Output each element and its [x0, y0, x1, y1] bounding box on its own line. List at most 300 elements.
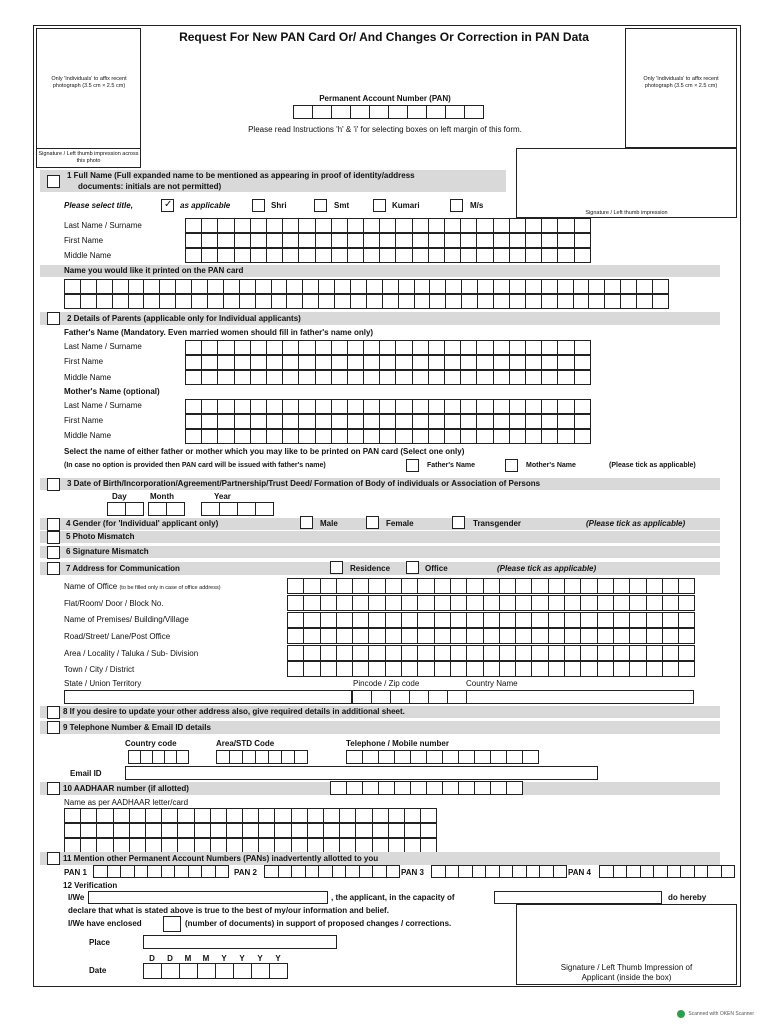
grid-cell[interactable]: [208, 279, 224, 294]
grid-cell[interactable]: [218, 218, 234, 233]
grid-cell[interactable]: [451, 645, 467, 661]
grid-cell[interactable]: [340, 808, 356, 823]
grid-cell[interactable]: [97, 279, 113, 294]
grid-cell[interactable]: [218, 248, 234, 263]
grid-cell[interactable]: [598, 595, 614, 611]
grid-cell[interactable]: [399, 294, 415, 309]
grid-cell[interactable]: [421, 823, 437, 838]
gender-female-checkbox[interactable]: [366, 516, 379, 529]
grid-cell[interactable]: [565, 595, 581, 611]
email-input[interactable]: [125, 766, 598, 780]
grid-cell[interactable]: [494, 233, 510, 248]
premises-grid[interactable]: [287, 612, 695, 628]
grid-cell[interactable]: [494, 399, 510, 414]
grid-cell[interactable]: [252, 963, 270, 979]
grid-cell[interactable]: [303, 279, 319, 294]
grid-cell[interactable]: [202, 218, 218, 233]
grid-cell[interactable]: [324, 808, 340, 823]
father-middle-grid[interactable]: [185, 370, 591, 385]
grid-cell[interactable]: [461, 248, 477, 263]
grid-cell[interactable]: [681, 865, 695, 878]
grid-cell[interactable]: [202, 865, 216, 878]
grid-cell[interactable]: [386, 595, 402, 611]
grid-cell[interactable]: [160, 294, 176, 309]
grid-cell[interactable]: [527, 865, 541, 878]
grid-cell[interactable]: [549, 645, 565, 661]
grid-cell[interactable]: [353, 612, 369, 628]
grid-cell[interactable]: [348, 218, 364, 233]
grid-cell[interactable]: [144, 279, 160, 294]
grid-cell[interactable]: [614, 595, 630, 611]
grid-cell[interactable]: [251, 414, 267, 429]
gender-male-checkbox[interactable]: [300, 516, 313, 529]
grid-cell[interactable]: [558, 294, 574, 309]
grid-cell[interactable]: [363, 781, 379, 795]
grid-cell[interactable]: [129, 279, 145, 294]
grid-cell[interactable]: [532, 661, 548, 677]
grid-cell[interactable]: [408, 105, 427, 119]
grid-cell[interactable]: [532, 578, 548, 594]
grid-cell[interactable]: [467, 612, 483, 628]
grid-cell[interactable]: [369, 612, 385, 628]
aadhaar-grid[interactable]: [330, 781, 523, 795]
grid-cell[interactable]: [494, 355, 510, 370]
grid-cell[interactable]: [288, 661, 304, 677]
grid-cell[interactable]: [581, 645, 597, 661]
grid-cell[interactable]: [429, 355, 445, 370]
grid-cell[interactable]: [526, 279, 542, 294]
grid-cell[interactable]: [324, 823, 340, 838]
office-name-grid[interactable]: [287, 578, 695, 594]
grid-cell[interactable]: [462, 294, 478, 309]
grid-cell[interactable]: [386, 578, 402, 594]
grid-cell[interactable]: [427, 781, 443, 795]
grid-cell[interactable]: [402, 645, 418, 661]
grid-cell[interactable]: [283, 399, 299, 414]
grid-cell[interactable]: [211, 838, 227, 853]
grid-cell[interactable]: [316, 370, 332, 385]
grid-cell[interactable]: [380, 399, 396, 414]
grid-cell[interactable]: [202, 355, 218, 370]
grid-cell[interactable]: [473, 865, 487, 878]
grid-cell[interactable]: [386, 628, 402, 644]
grid-cell[interactable]: [405, 823, 421, 838]
grid-cell[interactable]: [195, 823, 211, 838]
grid-cell[interactable]: [353, 628, 369, 644]
aadhaar-name-grid-3[interactable]: [64, 838, 437, 853]
grid-cell[interactable]: [235, 340, 251, 355]
grid-cell[interactable]: [413, 429, 429, 444]
grid-cell[interactable]: [465, 105, 484, 119]
grid-cell[interactable]: [411, 750, 427, 764]
grid-cell[interactable]: [413, 218, 429, 233]
grid-cell[interactable]: [202, 502, 220, 516]
grid-cell[interactable]: [598, 645, 614, 661]
grid-cell[interactable]: [216, 963, 234, 979]
grid-cell[interactable]: [81, 838, 97, 853]
grid-cell[interactable]: [243, 750, 256, 764]
grid-cell[interactable]: [410, 690, 429, 704]
grid-cell[interactable]: [395, 750, 411, 764]
grid-cell[interactable]: [230, 750, 243, 764]
grid-cell[interactable]: [373, 838, 389, 853]
grid-cell[interactable]: [647, 612, 663, 628]
grid-cell[interactable]: [421, 808, 437, 823]
country-code-grid[interactable]: [128, 750, 189, 764]
grid-cell[interactable]: [279, 865, 293, 878]
grid-cell[interactable]: [478, 294, 494, 309]
grid-cell[interactable]: [418, 628, 434, 644]
grid-cell[interactable]: [235, 399, 251, 414]
grid-cell[interactable]: [331, 781, 347, 795]
grid-cell[interactable]: [477, 340, 493, 355]
pan3-grid[interactable]: [431, 865, 567, 878]
grid-cell[interactable]: [135, 865, 149, 878]
grid-cell[interactable]: [162, 838, 178, 853]
grid-cell[interactable]: [396, 399, 412, 414]
grid-cell[interactable]: [391, 690, 410, 704]
grid-cell[interactable]: [435, 595, 451, 611]
grid-cell[interactable]: [565, 612, 581, 628]
grid-cell[interactable]: [477, 414, 493, 429]
grid-cell[interactable]: [402, 612, 418, 628]
grid-cell[interactable]: [259, 823, 275, 838]
grid-cell[interactable]: [337, 595, 353, 611]
grid-cell[interactable]: [176, 279, 192, 294]
grid-cell[interactable]: [445, 340, 461, 355]
grid-cell[interactable]: [389, 838, 405, 853]
grid-cell[interactable]: [332, 355, 348, 370]
grid-cell[interactable]: [186, 248, 202, 263]
grid-cell[interactable]: [510, 218, 526, 233]
grid-cell[interactable]: [364, 218, 380, 233]
grid-cell[interactable]: [413, 340, 429, 355]
grid-cell[interactable]: [251, 429, 267, 444]
grid-cell[interactable]: [565, 645, 581, 661]
grid-cell[interactable]: [435, 628, 451, 644]
grid-cell[interactable]: [211, 808, 227, 823]
grid-cell[interactable]: [396, 233, 412, 248]
grid-cell[interactable]: [484, 628, 500, 644]
grid-cell[interactable]: [542, 429, 558, 444]
grid-cell[interactable]: [549, 661, 565, 677]
grid-cell[interactable]: [663, 645, 679, 661]
grid-cell[interactable]: [186, 355, 202, 370]
dob-month-grid[interactable]: [148, 502, 185, 516]
grid-cell[interactable]: [411, 781, 427, 795]
grid-cell[interactable]: [195, 838, 211, 853]
grid-cell[interactable]: [435, 645, 451, 661]
grid-cell[interactable]: [630, 645, 646, 661]
grid-cell[interactable]: [332, 233, 348, 248]
grid-cell[interactable]: [461, 233, 477, 248]
section6-checkbox[interactable]: [47, 546, 60, 559]
grid-cell[interactable]: [396, 355, 412, 370]
grid-cell[interactable]: [65, 823, 81, 838]
grid-cell[interactable]: [386, 661, 402, 677]
grid-cell[interactable]: [380, 429, 396, 444]
grid-cell[interactable]: [614, 578, 630, 594]
grid-cell[interactable]: [303, 294, 319, 309]
grid-cell[interactable]: [316, 248, 332, 263]
grid-cell[interactable]: [451, 595, 467, 611]
grid-cell[interactable]: [526, 414, 542, 429]
grid-cell[interactable]: [114, 823, 130, 838]
grid-cell[interactable]: [146, 808, 162, 823]
grid-cell[interactable]: [351, 294, 367, 309]
grid-cell[interactable]: [574, 279, 590, 294]
grid-cell[interactable]: [299, 233, 315, 248]
grid-cell[interactable]: [396, 340, 412, 355]
grid-cell[interactable]: [500, 628, 516, 644]
grid-cell[interactable]: [418, 612, 434, 628]
grid-cell[interactable]: [243, 808, 259, 823]
grid-cell[interactable]: [402, 595, 418, 611]
grid-cell[interactable]: [413, 248, 429, 263]
grid-cell[interactable]: [558, 218, 574, 233]
grid-cell[interactable]: [267, 370, 283, 385]
grid-cell[interactable]: [614, 628, 630, 644]
grid-cell[interactable]: [581, 595, 597, 611]
grid-cell[interactable]: [427, 105, 446, 119]
grid-cell[interactable]: [218, 355, 234, 370]
grid-cell[interactable]: [575, 340, 591, 355]
grid-cell[interactable]: [418, 645, 434, 661]
capacity-input[interactable]: [494, 891, 662, 904]
grid-cell[interactable]: [549, 628, 565, 644]
grid-cell[interactable]: [316, 233, 332, 248]
grid-cell[interactable]: [227, 808, 243, 823]
grid-cell[interactable]: [243, 823, 259, 838]
grid-cell[interactable]: [451, 612, 467, 628]
grid-cell[interactable]: [130, 808, 146, 823]
grid-cell[interactable]: [396, 248, 412, 263]
grid-cell[interactable]: [432, 865, 446, 878]
grid-cell[interactable]: [614, 612, 630, 628]
dob-year-grid[interactable]: [201, 502, 274, 516]
grid-cell[interactable]: [283, 218, 299, 233]
grid-cell[interactable]: [321, 612, 337, 628]
grid-cell[interactable]: [259, 838, 275, 853]
grid-cell[interactable]: [630, 612, 646, 628]
grid-cell[interactable]: [413, 355, 429, 370]
title-shri-checkbox[interactable]: [252, 199, 265, 212]
grid-cell[interactable]: [97, 823, 113, 838]
grid-cell[interactable]: [178, 823, 194, 838]
grid-cell[interactable]: [558, 414, 574, 429]
grid-cell[interactable]: [542, 248, 558, 263]
grid-cell[interactable]: [477, 429, 493, 444]
grid-cell[interactable]: [413, 414, 429, 429]
grid-cell[interactable]: [316, 429, 332, 444]
verifier-name-input[interactable]: [88, 891, 328, 904]
grid-cell[interactable]: [144, 963, 162, 979]
grid-cell[interactable]: [510, 294, 526, 309]
grid-cell[interactable]: [364, 370, 380, 385]
grid-cell[interactable]: [186, 233, 202, 248]
grid-cell[interactable]: [288, 578, 304, 594]
grid-cell[interactable]: [395, 781, 411, 795]
grid-cell[interactable]: [288, 612, 304, 628]
grid-cell[interactable]: [251, 248, 267, 263]
grid-cell[interactable]: [304, 661, 320, 677]
father-last-grid[interactable]: [185, 340, 591, 355]
grid-cell[interactable]: [575, 414, 591, 429]
grid-cell[interactable]: [641, 865, 655, 878]
grid-cell[interactable]: [299, 218, 315, 233]
grid-cell[interactable]: [386, 612, 402, 628]
section9-checkbox[interactable]: [47, 721, 60, 734]
grid-cell[interactable]: [516, 645, 532, 661]
grid-cell[interactable]: [558, 370, 574, 385]
grid-cell[interactable]: [510, 399, 526, 414]
grid-cell[interactable]: [251, 340, 267, 355]
grid-cell[interactable]: [256, 294, 272, 309]
grid-cell[interactable]: [598, 628, 614, 644]
grid-cell[interactable]: [235, 429, 251, 444]
grid-cell[interactable]: [574, 294, 590, 309]
grid-cell[interactable]: [542, 279, 558, 294]
grid-cell[interactable]: [348, 248, 364, 263]
applicant-middle-name-grid[interactable]: [185, 248, 591, 263]
grid-cell[interactable]: [598, 661, 614, 677]
grid-cell[interactable]: [108, 502, 126, 516]
grid-cell[interactable]: [267, 248, 283, 263]
grid-cell[interactable]: [461, 414, 477, 429]
father-first-grid[interactable]: [185, 355, 591, 370]
grid-cell[interactable]: [421, 838, 437, 853]
grid-cell[interactable]: [558, 279, 574, 294]
grid-cell[interactable]: [477, 355, 493, 370]
grid-cell[interactable]: [445, 233, 461, 248]
grid-cell[interactable]: [486, 865, 500, 878]
grid-cell[interactable]: [484, 578, 500, 594]
grid-cell[interactable]: [267, 218, 283, 233]
grid-cell[interactable]: [526, 355, 542, 370]
grid-cell[interactable]: [510, 355, 526, 370]
grid-cell[interactable]: [251, 370, 267, 385]
grid-cell[interactable]: [299, 355, 315, 370]
grid-cell[interactable]: [549, 612, 565, 628]
grid-cell[interactable]: [370, 105, 389, 119]
grid-cell[interactable]: [380, 355, 396, 370]
grid-cell[interactable]: [379, 781, 395, 795]
title-smt-checkbox[interactable]: [314, 199, 327, 212]
grid-cell[interactable]: [162, 823, 178, 838]
grid-cell[interactable]: [347, 750, 363, 764]
grid-cell[interactable]: [114, 808, 130, 823]
grid-cell[interactable]: [304, 595, 320, 611]
grid-cell[interactable]: [526, 248, 542, 263]
grid-cell[interactable]: [565, 628, 581, 644]
grid-cell[interactable]: [267, 340, 283, 355]
grid-cell[interactable]: [272, 294, 288, 309]
grid-cell[interactable]: [372, 690, 391, 704]
grid-cell[interactable]: [348, 429, 364, 444]
grid-cell[interactable]: [220, 502, 238, 516]
grid-cell[interactable]: [65, 279, 81, 294]
grid-cell[interactable]: [402, 578, 418, 594]
grid-cell[interactable]: [435, 578, 451, 594]
section7-checkbox[interactable]: [47, 562, 60, 575]
road-grid[interactable]: [287, 628, 695, 644]
grid-cell[interactable]: [332, 429, 348, 444]
grid-cell[interactable]: [227, 823, 243, 838]
grid-cell[interactable]: [379, 750, 395, 764]
grid-cell[interactable]: [484, 612, 500, 628]
grid-cell[interactable]: [283, 429, 299, 444]
grid-cell[interactable]: [621, 279, 637, 294]
grid-cell[interactable]: [430, 294, 446, 309]
grid-cell[interactable]: [165, 750, 177, 764]
grid-cell[interactable]: [235, 218, 251, 233]
grid-cell[interactable]: [288, 595, 304, 611]
grid-cell[interactable]: [332, 370, 348, 385]
grid-cell[interactable]: [565, 578, 581, 594]
grid-cell[interactable]: [387, 865, 401, 878]
grid-cell[interactable]: [189, 865, 203, 878]
grid-cell[interactable]: [356, 823, 372, 838]
grid-cell[interactable]: [364, 340, 380, 355]
grid-cell[interactable]: [319, 279, 335, 294]
grid-cell[interactable]: [459, 750, 475, 764]
grid-cell[interactable]: [148, 865, 162, 878]
grid-cell[interactable]: [516, 612, 532, 628]
grid-cell[interactable]: [97, 808, 113, 823]
aadhaar-name-grid-1[interactable]: [64, 808, 437, 823]
grid-cell[interactable]: [383, 279, 399, 294]
grid-cell[interactable]: [283, 233, 299, 248]
grid-cell[interactable]: [126, 502, 144, 516]
father-option-checkbox[interactable]: [406, 459, 419, 472]
grid-cell[interactable]: [348, 370, 364, 385]
grid-cell[interactable]: [267, 355, 283, 370]
grid-cell[interactable]: [351, 279, 367, 294]
grid-cell[interactable]: [630, 661, 646, 677]
grid-cell[interactable]: [65, 808, 81, 823]
grid-cell[interactable]: [386, 645, 402, 661]
grid-cell[interactable]: [558, 429, 574, 444]
grid-cell[interactable]: [308, 808, 324, 823]
grid-cell[interactable]: [523, 750, 539, 764]
grid-cell[interactable]: [218, 370, 234, 385]
grid-cell[interactable]: [97, 294, 113, 309]
grid-cell[interactable]: [445, 429, 461, 444]
grid-cell[interactable]: [462, 279, 478, 294]
grid-cell[interactable]: [451, 628, 467, 644]
grid-cell[interactable]: [542, 233, 558, 248]
grid-cell[interactable]: [598, 578, 614, 594]
grid-cell[interactable]: [446, 865, 460, 878]
grid-cell[interactable]: [575, 233, 591, 248]
printed-name-grid-1[interactable]: [64, 279, 669, 294]
grid-cell[interactable]: [146, 823, 162, 838]
grid-cell[interactable]: [299, 248, 315, 263]
mother-option-checkbox[interactable]: [505, 459, 518, 472]
grid-cell[interactable]: [259, 808, 275, 823]
grid-cell[interactable]: [402, 628, 418, 644]
grid-cell[interactable]: [446, 279, 462, 294]
grid-cell[interactable]: [500, 645, 516, 661]
grid-cell[interactable]: [558, 340, 574, 355]
grid-cell[interactable]: [364, 233, 380, 248]
grid-cell[interactable]: [461, 218, 477, 233]
grid-cell[interactable]: [299, 370, 315, 385]
grid-cell[interactable]: [141, 750, 153, 764]
grid-cell[interactable]: [218, 233, 234, 248]
flat-grid[interactable]: [287, 595, 695, 611]
grid-cell[interactable]: [467, 628, 483, 644]
